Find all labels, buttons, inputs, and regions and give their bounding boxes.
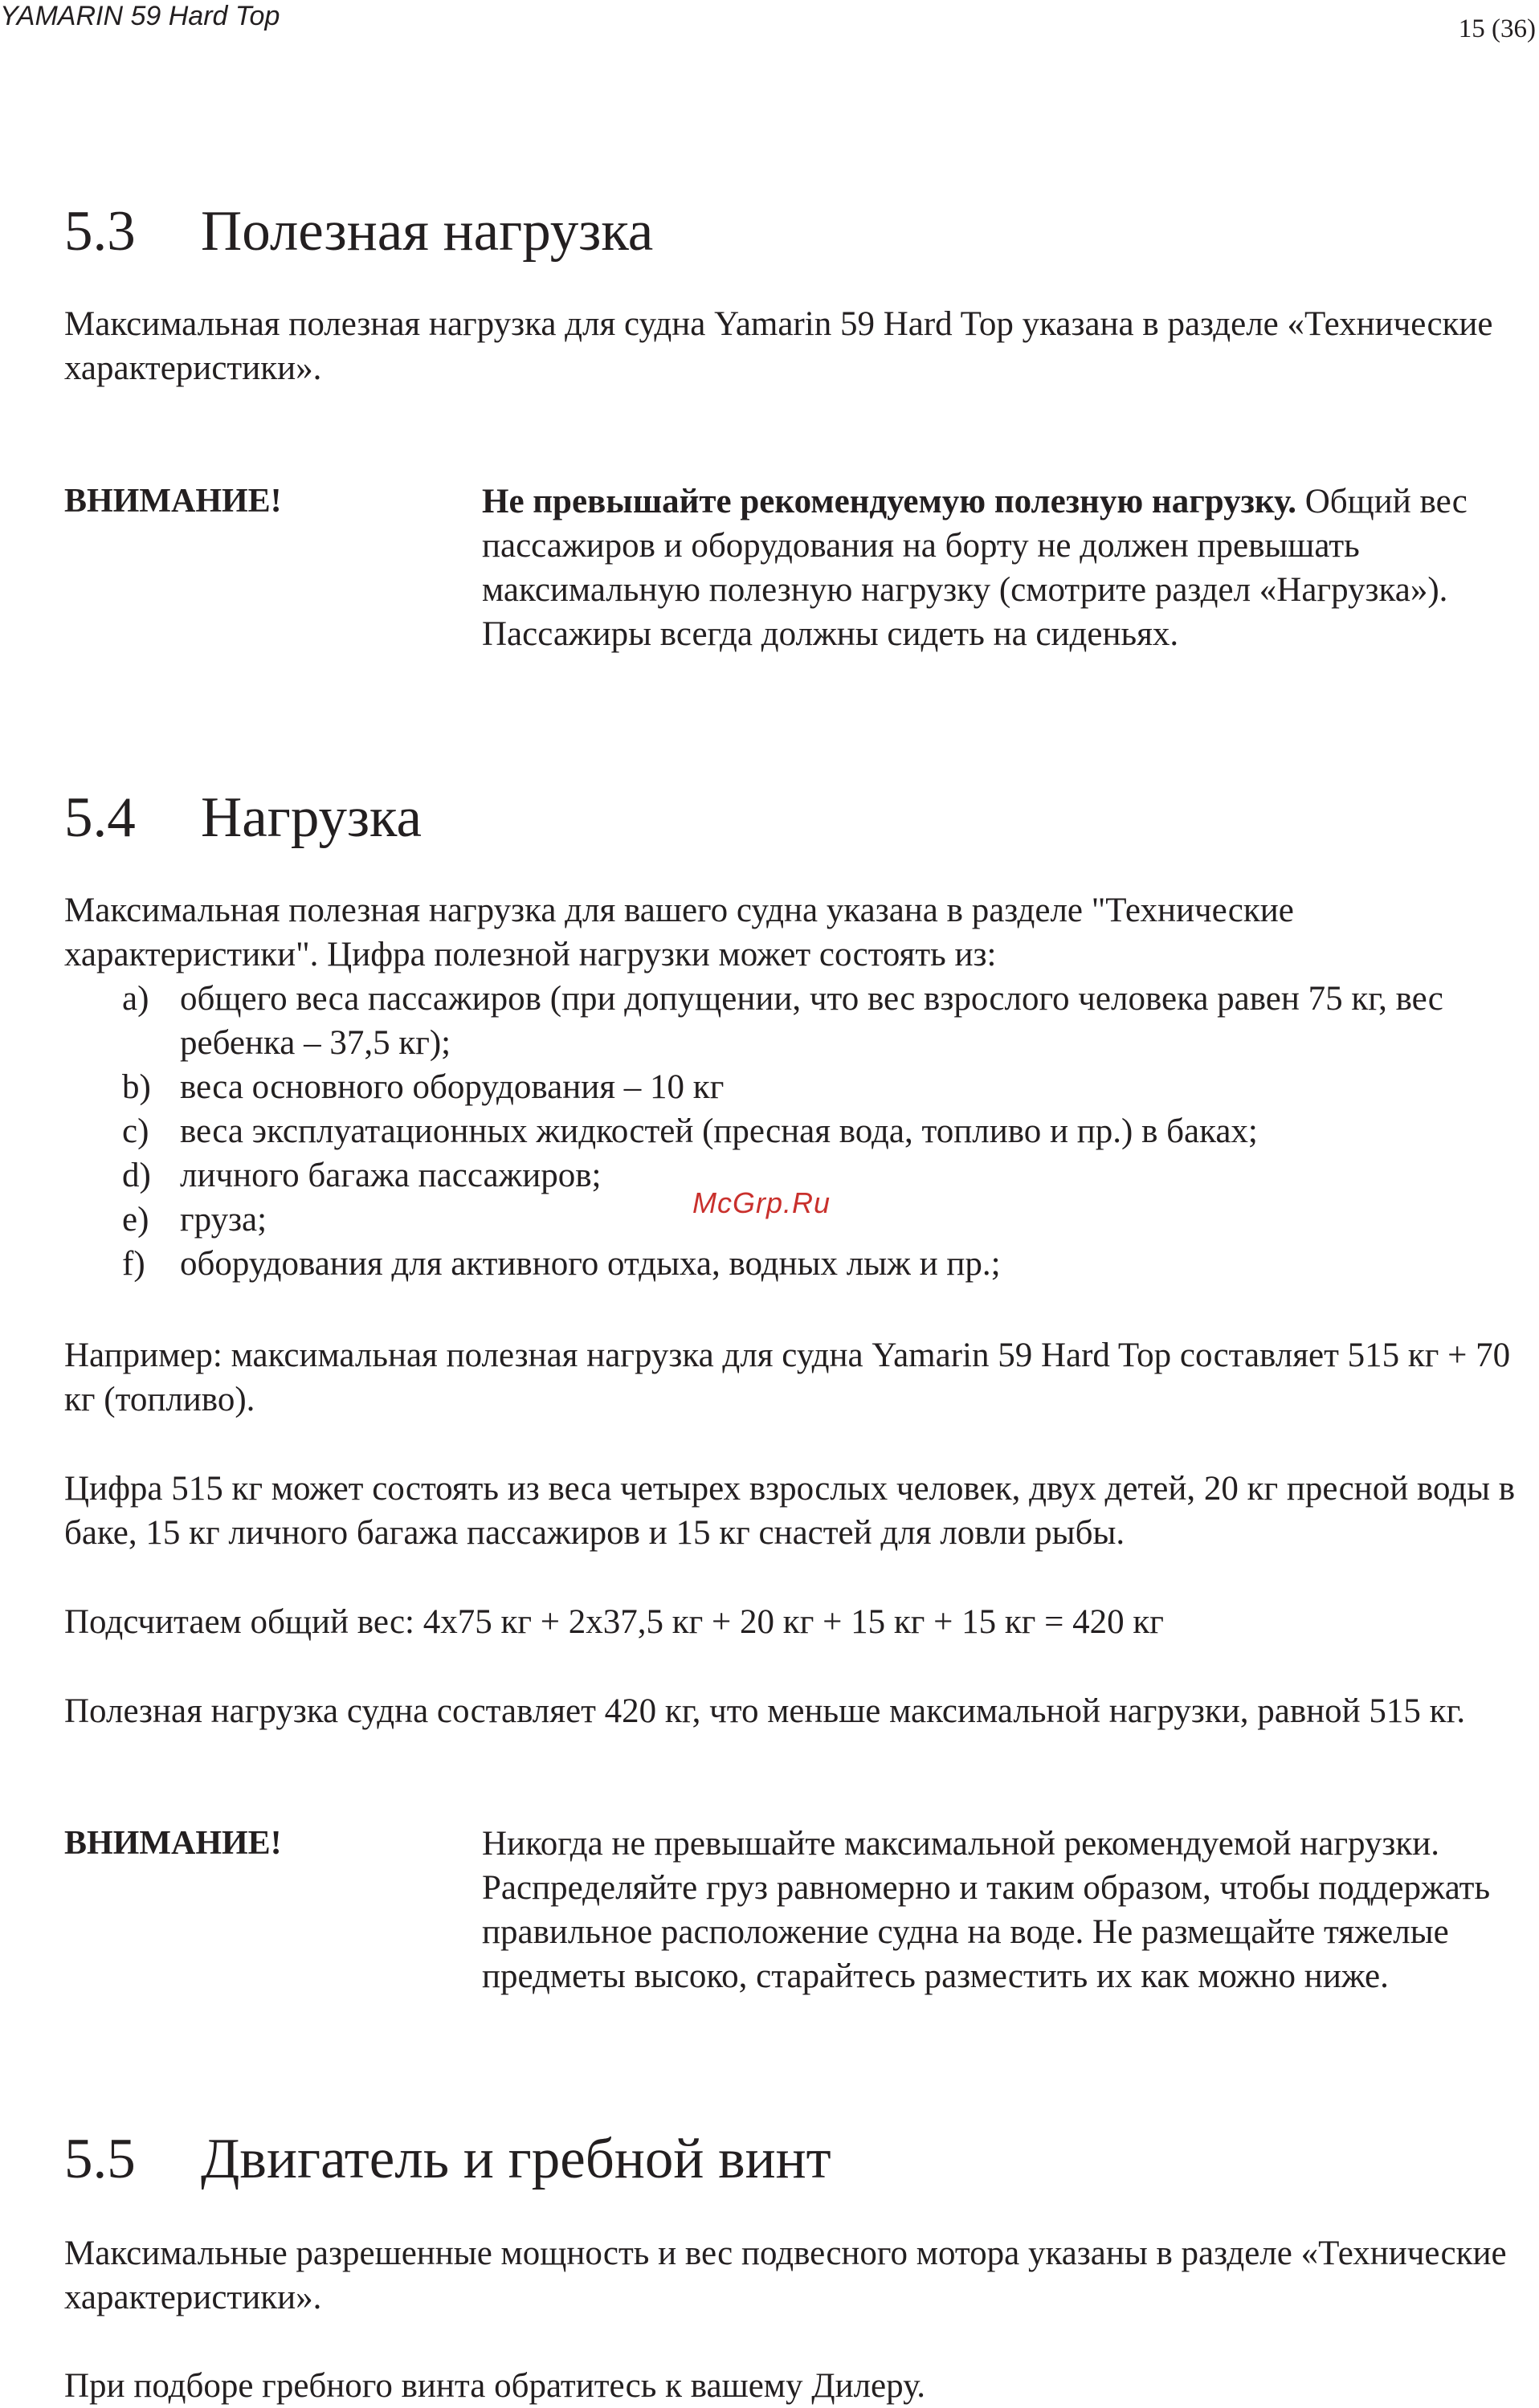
list-marker: b) [122,1068,151,1106]
section-number: 5.5 [64,2128,136,2190]
list-item-text: груза; [180,1201,267,1239]
section-number: 5.4 [64,786,136,849]
document-title: YAMARIN 59 Hard Top [0,1,280,31]
section-title: Полезная нагрузка [201,200,654,263]
list-marker: d) [122,1157,151,1194]
warning-body-text: Общий вес пассажиров и оборудования на борту не должен превышать максимальную полезную нагрузку (смотрите раздел «Нагрузка»). Пассажиры всегда должны сидеть на сиденьях. [482,483,1468,653]
section-title: Нагрузка [201,786,422,849]
calculation-paragraph: Подсчитаем общий вес: 4x75 кг + 2x37,5 кг + 20 кг + 15 кг + 15 кг = 420 кг [64,1603,1164,1641]
list-item [122,1065,1488,1109]
list-item-text: личного багажа пассажиров; [180,1157,602,1194]
watermark: McGrp.Ru [692,1186,831,1219]
warning-note: Никогда не превышайте максимальной рекомендуемой нагрузки. Распределяйте груз равномерно и таким образом, чтобы поддержать правильное расположение судна на воде. Не размещайте тяжелые предметы высоко, старайтесь разместить их как можно ниже. [482,1825,1491,1995]
page-number: 15 (36) [1458,14,1536,43]
section-5-4-intro: Максимальная полезная нагрузка для вашего судна указана в разделе "Технические характеристики". Цифра полезной нагрузки может состоять из: [64,892,1294,973]
warning-note [482,480,1526,656]
warning-label: ВНИМАНИЕ! [64,1825,282,1862]
composition-paragraph: Цифра 515 кг может состоять из веса четырех взрослых человек, двух детей, 20 кг пресной воды в баке, 15 кг личного багажа пассажиров и 15 кг снастей для ловли рыбы. [64,1470,1516,1552]
list-marker: f) [122,1245,145,1283]
list-item-text: веса основного оборудования – 10 кг [180,1068,725,1106]
section-title: Двигатель и гребной винт [201,2128,831,2190]
warning-label: ВНИМАНИЕ! [64,483,282,520]
payload-components-list [122,977,1488,1286]
list-item-text: общего веса пассажиров (при допущении, что вес взрослого человека равен 75 кг, вес ребенка – 37,5 кг); [180,980,1443,1062]
list-item [122,1109,1488,1153]
list-marker: e) [122,1201,149,1239]
list-item [122,977,1488,1065]
section-number: 5.3 [64,200,136,263]
section-5-5-heading [64,2124,831,2194]
section-5-5-paragraph: Максимальные разрешенные мощность и вес подвесного мотора указаны в разделе «Технические характеристики». [64,2235,1507,2316]
section-5-4-heading [64,783,422,852]
section-5-3-paragraph: Максимальная полезная нагрузка для судна Yamarin 59 Hard Top указана в разделе «Технические характеристики». [64,305,1493,387]
list-marker: c) [122,1112,149,1150]
list-item-text: оборудования для активного отдыха, водных лыж и пр.; [180,1245,1001,1283]
example-paragraph: Например: максимальная полезная нагрузка для судна Yamarin 59 Hard Top составляет 515 кг + 70 кг (топливо). [64,1337,1511,1418]
dealer-note: При подборе гребного винта обратитесь к вашему Дилеру. [64,2367,926,2405]
list-item [122,1242,1488,1286]
list-marker: a) [122,980,149,1018]
list-item-text: веса эксплуатационных жидкостей (пресная вода, топливо и пр.) в баках; [180,1112,1258,1150]
section-5-3-heading [64,197,653,266]
warning-bold-text: Не превышайте рекомендуемую полезную нагрузку. [482,483,1296,520]
conclusion-paragraph: Полезная нагрузка судна составляет 420 кг, что меньше максимальной нагрузки, равной 515 кг. [64,1692,1466,1730]
